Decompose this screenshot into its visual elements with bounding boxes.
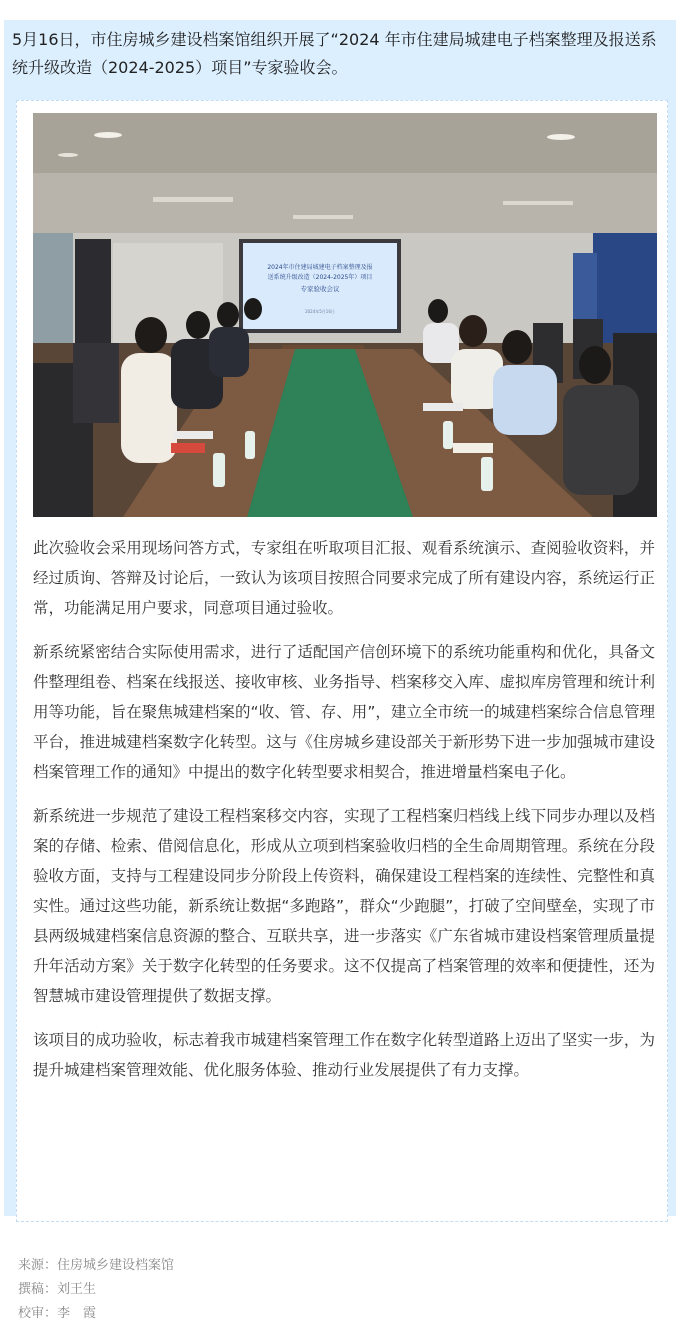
credit-reviewer: 校审：李 霞 bbox=[18, 1306, 97, 1321]
article-container bbox=[4, 20, 676, 1216]
paragraph-4: 该项目的成功验收，标志着我市城建档案管理工作在数字化转型道路上迈出了坚实一步，为提升城建档案管理效能、优化服务体验、推动行业发展提供了有力支撑。 bbox=[33, 1031, 655, 1079]
credits bbox=[18, 1254, 174, 1326]
article-body bbox=[33, 533, 655, 1099]
screen-footer: 2024年5月16日 bbox=[305, 309, 335, 314]
paragraph-2: 新系统紧密结合实际使用需求，进行了适配国产信创环境下的系统功能重构和优化，具备文件整理组卷、档案在线报送、接收审核、业务指导、档案移交入库、虚拟库房管理和统计利用等功能，旨在聚焦城建档案的“收、管、存、用”，建立全市统一的城建档案综合信息管理平台，推进城建档案数字化转型。这与《住房城乡建设部关于新形势下进一步加强城市建设档案管理工作的通知》中提出的数字化转型要求相契合，推进增量档案电子化。 bbox=[33, 643, 655, 781]
credit-source: 来源：住房城乡建设档案馆 bbox=[18, 1258, 175, 1273]
paragraph-1: 此次验收会采用现场问答方式，专家组在听取项目汇报、观看系统演示、查阅验收资料，并经过质询、答辩及讨论后，一致认为该项目按照合同要求完成了所有建设内容，系统运行正常，功能满足用户要求，同意项目通过验收。 bbox=[33, 539, 655, 617]
screen-line-2: 送系统升级改造（2024-2025年）项目 bbox=[267, 274, 373, 281]
content-card bbox=[16, 100, 668, 1222]
paragraph-3: 新系统进一步规范了建设工程档案移交内容，实现了工程档案归档线上线下同步办理以及档案的存储、检索、借阅信息化，形成从立项到档案验收归档的全生命周期管理。系统在分段验收方面，支持与工程建设同步分阶段上传资料，确保建设工程档案的连续性、完整性和真实性。通过这些功能，新系统让数据“多跑路”，群众“少跑腿”，打破了空间壁垒，实现了市县两级城建档案信息资源的整合、互联共享，进一步落实《广东省城市建设档案管理质量提升年活动方案》关于数字化转型的任务要求。这不仅提高了档案管理的效率和便捷性，还为智慧城市建设管理提供了数据支撑。 bbox=[33, 807, 655, 1005]
screen-line-3: 专家验收会议 bbox=[300, 285, 340, 293]
intro-text: 5月16日，市住房城乡建设档案馆组织开展了“2024 年市住建局城建电子档案整理及报送系统升级改造（2024-2025）项目”专家验收会。 bbox=[12, 30, 657, 77]
meeting-photo bbox=[33, 113, 657, 517]
screen-line-1: 2024年市住建局城建电子档案整理及报 bbox=[267, 264, 373, 271]
credit-author: 撰稿：刘王生 bbox=[18, 1282, 97, 1297]
